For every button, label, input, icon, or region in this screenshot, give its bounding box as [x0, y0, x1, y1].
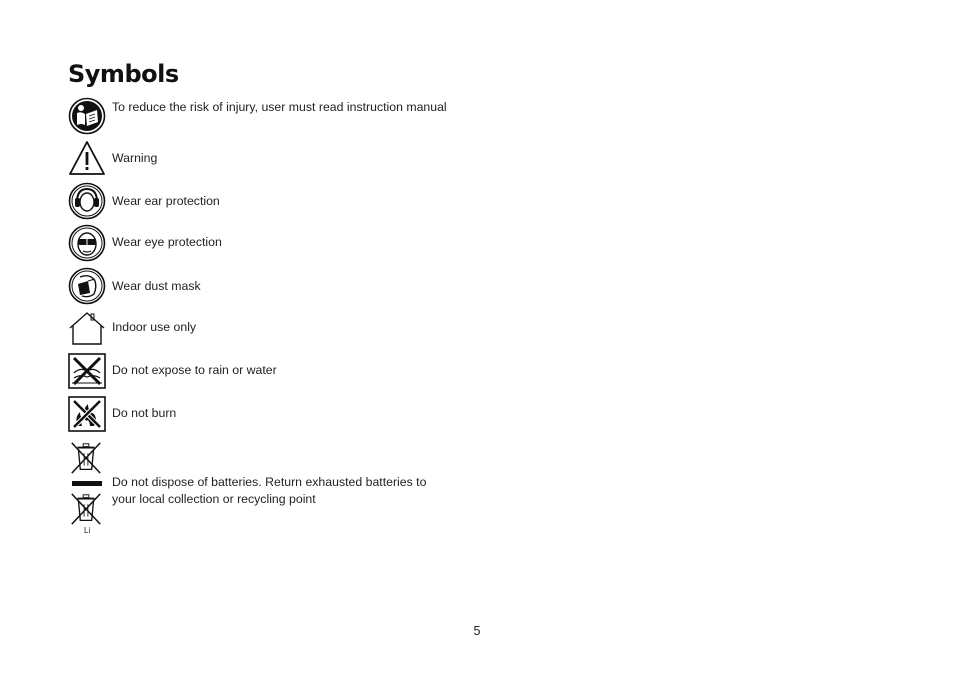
symbol-label: Wear dust mask [112, 279, 201, 293]
symbol-label: To reduce the risk of injury, user must read instruction manual [112, 100, 447, 114]
page-number: 5 [473, 624, 481, 638]
no-burn-icon [68, 396, 106, 434]
crossed-bin-icon [68, 440, 104, 476]
bar-divider [72, 481, 102, 486]
symbol-label: Indoor use only [112, 320, 197, 334]
symbol-label: Warning [112, 151, 158, 165]
eye-protection-icon [68, 224, 106, 262]
warning-triangle-icon [68, 140, 106, 178]
symbol-row-no-burn [68, 396, 448, 432]
symbol-row-indoor-use [68, 310, 448, 346]
symbol-label: Wear eye protection [112, 235, 222, 249]
symbol-label: Do not dispose of batteries. Return exhausted batteries to your local collection or recycling point [112, 475, 427, 506]
battery-chemistry-label: Li [84, 526, 91, 535]
symbol-row-dust-mask [68, 267, 448, 305]
symbol-label: Do not expose to rain or water [112, 363, 277, 377]
symbol-row-ear-protection [68, 182, 448, 220]
ear-protection-icon [68, 182, 106, 220]
symbol-row-warning [68, 140, 448, 176]
symbol-row-read-manual [68, 97, 448, 135]
dust-mask-icon [68, 267, 106, 305]
symbol-label: Do not burn [112, 406, 177, 420]
symbol-row-battery-disposal [68, 440, 448, 540]
no-rain-icon [68, 353, 106, 391]
symbol-label: Wear ear protection [112, 194, 220, 208]
page-title: Symbols [68, 60, 179, 88]
indoor-house-icon [68, 310, 106, 348]
symbol-row-eye-protection [68, 224, 448, 262]
crossed-bin-icon [68, 491, 104, 527]
symbol-row-no-rain [68, 353, 448, 389]
read-manual-icon [68, 97, 106, 135]
